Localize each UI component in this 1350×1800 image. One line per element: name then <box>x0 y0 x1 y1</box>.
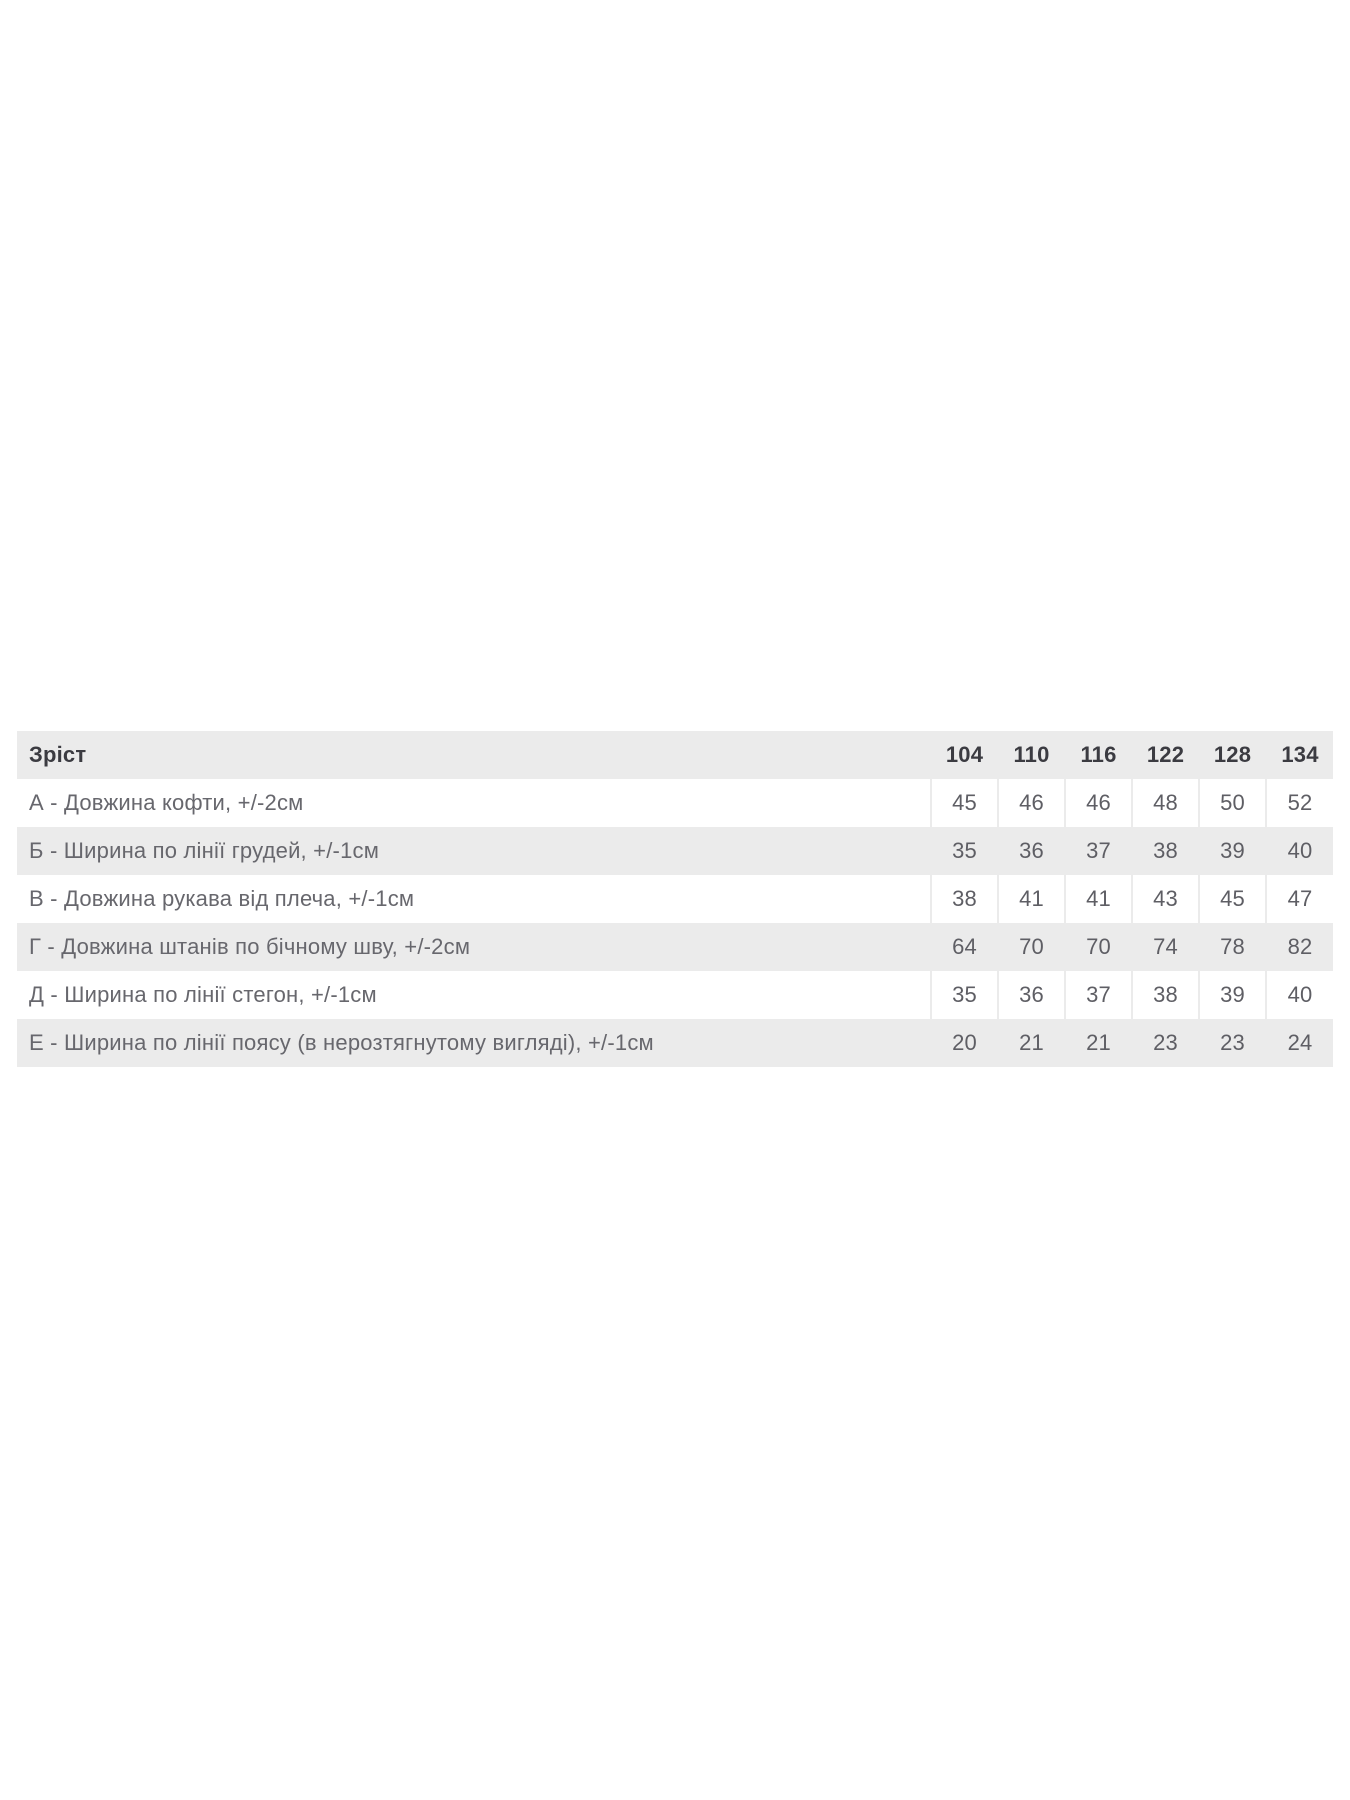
measurement-value-cell: 38 <box>1132 827 1199 875</box>
measurement-value-cell: 23 <box>1199 1019 1266 1067</box>
header-label-cell: Зріст <box>29 742 87 767</box>
measurement-value-cell: 36 <box>998 971 1065 1019</box>
table-row <box>17 779 1333 827</box>
size-column-header: 104 <box>931 731 998 779</box>
measurement-value-cell: 70 <box>1065 923 1132 971</box>
measurement-value-cell: 40 <box>1266 827 1333 875</box>
measurement-value-cell: 21 <box>1065 1019 1132 1067</box>
measurement-value-cell: 82 <box>1266 923 1333 971</box>
measurement-value-cell: 46 <box>998 779 1065 827</box>
measurement-value-cell: 38 <box>931 875 998 923</box>
measurement-value-cell: 41 <box>998 875 1065 923</box>
measurement-value-cell: 35 <box>931 827 998 875</box>
measurement-value-cell: 37 <box>1065 971 1132 1019</box>
measurement-value-cell: 36 <box>998 827 1065 875</box>
size-column-header: 110 <box>998 731 1065 779</box>
measurement-label-cell: А - Довжина кофти, +/-2см <box>29 790 304 815</box>
table-row <box>17 1019 1333 1067</box>
table-row <box>17 875 1333 923</box>
measurement-value-cell: 38 <box>1132 971 1199 1019</box>
measurement-label-cell: В - Довжина рукава від плеча, +/-1см <box>29 886 415 911</box>
measurement-value-cell: 35 <box>931 971 998 1019</box>
measurement-value-cell: 39 <box>1199 971 1266 1019</box>
measurement-label-cell: Б - Ширина по лінії грудей, +/-1см <box>29 838 380 863</box>
measurement-value-cell: 21 <box>998 1019 1065 1067</box>
measurement-value-cell: 45 <box>931 779 998 827</box>
measurement-value-cell: 40 <box>1266 971 1333 1019</box>
size-column-header: 128 <box>1199 731 1266 779</box>
size-chart-header-row <box>17 731 1333 779</box>
table-row <box>17 827 1333 875</box>
measurement-value-cell: 78 <box>1199 923 1266 971</box>
measurement-value-cell: 74 <box>1132 923 1199 971</box>
measurement-value-cell: 43 <box>1132 875 1199 923</box>
measurement-value-cell: 37 <box>1065 827 1132 875</box>
measurement-value-cell: 39 <box>1199 827 1266 875</box>
measurement-value-cell: 70 <box>998 923 1065 971</box>
measurement-label-cell: Д - Ширина по лінії стегон, +/-1см <box>29 982 377 1007</box>
table-row <box>17 923 1333 971</box>
size-column-header: 116 <box>1065 731 1132 779</box>
measurement-value-cell: 48 <box>1132 779 1199 827</box>
size-column-header: 134 <box>1266 731 1333 779</box>
measurement-value-cell: 50 <box>1199 779 1266 827</box>
measurement-value-cell: 24 <box>1266 1019 1333 1067</box>
size-chart <box>17 731 1333 1067</box>
measurement-value-cell: 52 <box>1266 779 1333 827</box>
measurement-value-cell: 46 <box>1065 779 1132 827</box>
table-row <box>17 971 1333 1019</box>
measurement-value-cell: 20 <box>931 1019 998 1067</box>
size-chart-table <box>17 731 1333 1067</box>
measurement-value-cell: 23 <box>1132 1019 1199 1067</box>
measurement-value-cell: 64 <box>931 923 998 971</box>
measurement-value-cell: 41 <box>1065 875 1132 923</box>
measurement-value-cell: 45 <box>1199 875 1266 923</box>
size-column-header: 122 <box>1132 731 1199 779</box>
measurement-label-cell: Г - Довжина штанів по бічному шву, +/-2см <box>29 934 471 959</box>
measurement-value-cell: 47 <box>1266 875 1333 923</box>
measurement-label-cell: Е - Ширина по лінії поясу (в нерозтягнутому вигляді), +/-1см <box>29 1030 654 1055</box>
